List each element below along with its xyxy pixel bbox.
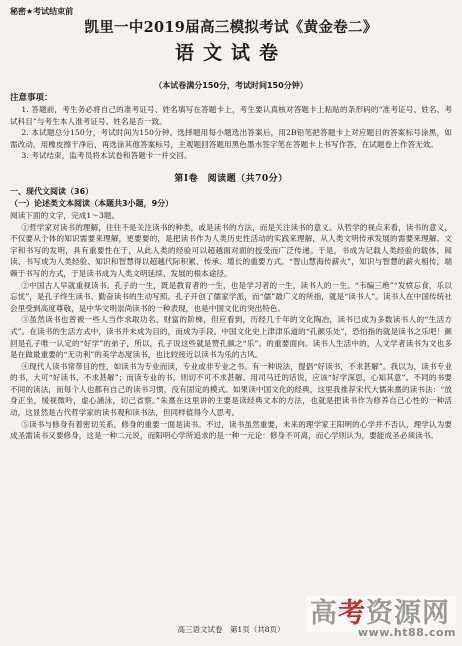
watermark-url: www.ht88.com	[357, 626, 456, 639]
notice-item-2: 2. 本试题总分150分，考试时间为150分钟。选择题用每小题选出答案后，用2B铅笔把答题卡上对应题目的答案标号涂黑，如需改动，用橡皮擦干净后，再选涂其他答案标号，主观题回答题用黑色墨水签字笔在答题卡上书写作答，在试题卷上作答无效。	[10, 128, 452, 149]
reading-instruction: 阅读下面的文字，完成1～3题。	[10, 210, 120, 220]
subject-title: 语文试卷	[174, 42, 287, 64]
site-watermark	[306, 596, 456, 642]
score-time-note: （本试卷满分150分，考试时间150分钟）	[154, 81, 308, 90]
exam-title: 凯里一中2019届高三模拟考试《黄金卷二》	[84, 19, 378, 36]
passage-paragraph-4: ④现代人读书常带目的性，如读书为专业而读，专业或非专业之书。有一种说法，提倡“好读书，不求甚解”。我以为，读书专业的书，大可“好读书，不求甚解”；而读专业的书，则切不可不求甚解。用司马迁的话说，应该“好学深思，心知其意”。不同的书要不同的读法，而每个人也都有自己的读书习惯，没有固定的模式。如果读中国文化的经典，这里我推荐宋代大儒朱熹的读书法：“放身正坐，缓视微吟，虚心涵泳，切己省察。”朱熹在这里讲的主要是读经典文本的方法，也就是把读书作为修养自己心性的一种活动，这显然是古代哲学家的读书观和读书法，但同样值得今人思考。	[10, 361, 452, 418]
notice-item-3: 3. 考试结束，监考员将本试卷和答题卡一并交回。	[21, 151, 192, 161]
watermark-char-gao: 高	[310, 598, 338, 629]
passage-paragraph-1: ①哲学家对读书的理解，往往不是关注读书的种类，或是读书的方法，而是关注读书的意义。从哲学的视点来看，读书的意义，不仅要从个体的知识需要来理解，更要要的，是把读书作为人类历史性活动的实践来理解，从人类文明传承发展的需要来理解。文字和书写的发明，具有重要性在于，从此人类的经验可以超越面对面的授受而广泛传递。于是，书成为记载人类经验的载体，阅读、书写成为人类经验、知识和智慧得以超越代际积累、传承、增长的重要方式。“智山慧海传薪火”，知识与智慧的薪火相传，端赖于书写的方式，于是读书成为人类文明延续、发展的根本途径。	[10, 222, 452, 278]
page-footer: 高三语文试卷 第1页（共8页）	[177, 625, 285, 634]
notice-heading: 注意事项：	[10, 93, 53, 103]
passage-paragraph-5: ⑤读书与修身有着密切关系，修身的重要一面是读书。不过，读书虽然重要，未来的理学家王阳明的心学并不否认，理学认为要成圣需读书又要修身，这是一种二元说，而阳明心学所追求的是一种一元论：修身不可离，而心学则认为，要能成圣必须读书。	[10, 419, 452, 441]
passage-paragraph-2: ②中国古人早就重视读书。孔子的一生，既是教育者的一生，也是学习者的一生，读书人的一生。“韦编三绝”“发愤忘食，乐以忘忧”，是孔子终生读书、勤奋读书的生动写照。孔子开创了儒家学派，而“儒”最广义的所指，就是“读书人”。读书人在中国传统社会里受到高度尊敬，是中华文明崇尚读书的一种表现，也是中国文化的突出特色。	[10, 280, 452, 313]
notice-item-1: 1. 答题前，考生务必将自己的准考证号、姓名填写在答题卡上，考生要认真核对答题卡上粘贴的条形码的“准考证号、姓名、考试科目”与考生本人准考证号、姓名是否一致。	[10, 105, 452, 126]
part-heading: 一、现代文阅读（36）	[10, 186, 94, 196]
watermark-char-rest: 资源网	[366, 598, 450, 629]
passage-paragraph-3: ③虽然读书也曾被一些人当作求取功名、财富的阶梯，但应看到，历经几千年的文化陶冶，读书已成为多数读书人的“生活方式”。在读书的生活方式中，读书并未成为目的，而成为手段。中国文化史上津津乐道的“孔颜乐处”，恐怕指的就是读书之乐吧！颜回是孔子唯一认定的“好学”的弟子，所以，孔子说这些就是赞孔颜之“乐”。的重要面向。读书人生活中的，人文学者读书为文也多是在做最重要的“无功利”的美学态度读书，也比较接近以读书为乐的古风。	[10, 315, 452, 360]
secret-label: 秘密★考试结束前	[10, 7, 74, 16]
section-title: 第Ⅰ卷 阅读题（共70分）	[174, 173, 288, 184]
watermark-char-kao: 考	[338, 598, 366, 629]
sub-part-heading: （一）论述类文本阅读（本题共3小题，9分）	[10, 198, 174, 208]
